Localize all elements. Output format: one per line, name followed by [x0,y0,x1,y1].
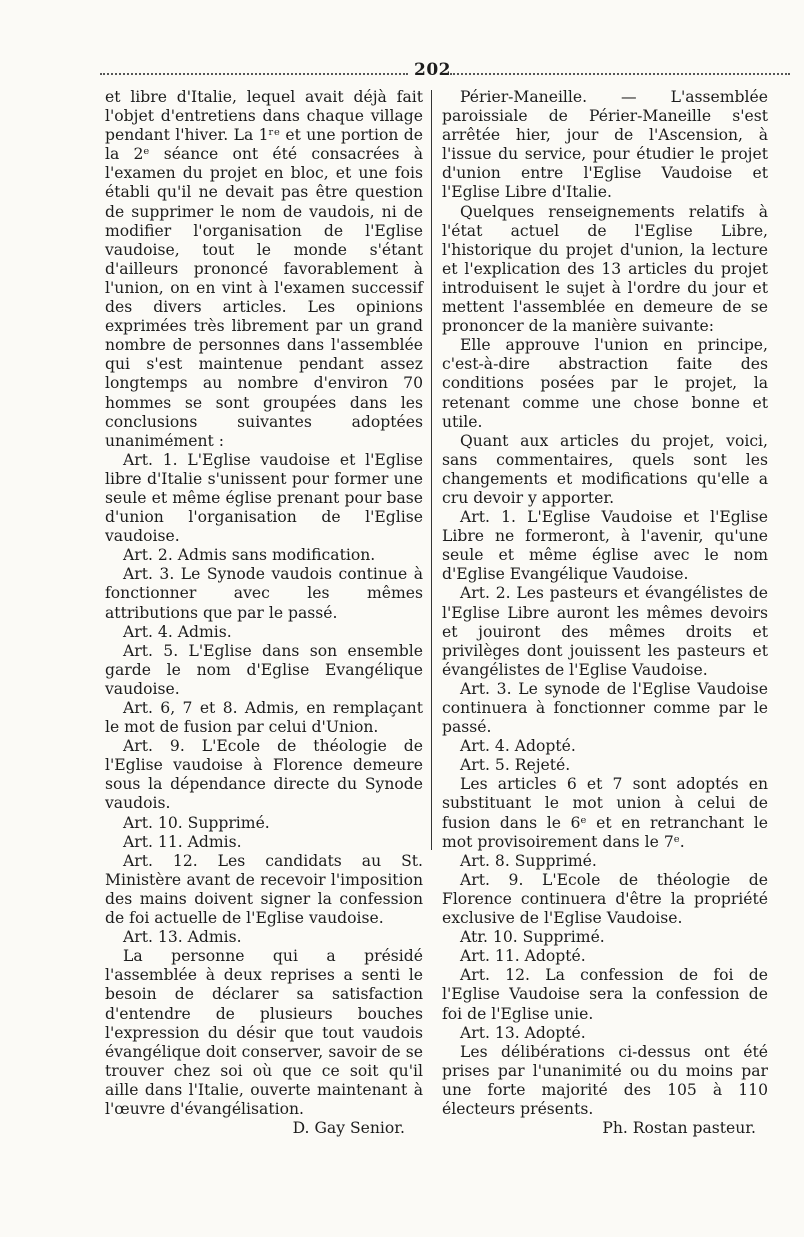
paragraph: Art. 9. L'Ecole de théologie de l'Eglise vaudoise à Florence demeure sous la dépendance directe du Synode vaudois. [105,737,423,813]
signature: Ph. Rostan pasteur. [602,1119,756,1138]
paragraph: Périer-Maneille. — L'assemblée paroissiale de Périer-Maneille s'est arrêtée hier, jour de l'Ascension, à l'issue du service, pour étudier le projet d'union entre l'Eglise Vaudoise et l'Eglise Libre d'Italie. [442,88,768,202]
paragraph: Art. 11. Adopté. [460,947,586,966]
paragraph: Art. 8. Supprimé. [460,851,597,870]
left-column [105,88,423,1138]
paragraph: Art. 13. Adopté. [460,1023,586,1042]
signature: D. Gay Senior. [292,1119,405,1138]
paragraph: Art. 3. Le Synode vaudois continue à fonctionner avec les mêmes attributions que par le passé. [105,565,423,622]
paragraph: Art. 6, 7 et 8. Admis, en remplaçant le mot de fusion par celui d'Union. [105,699,423,737]
paragraph: Les articles 6 et 7 sont adoptés en substituant le mot union à celui de fusion dans le 6ᵉ et en retranchant le mot provisoirement dans le 7ᵉ. [442,775,768,851]
paragraph: Art. 1. L'Eglise Vaudoise et l'Eglise Libre ne formeront, à l'avenir, qu'une seule et même église avec le nom d'Eglise Evangélique Vaudoise. [442,508,768,584]
column-divider [431,90,432,850]
paragraph: Les délibérations ci-dessus ont été prises par l'unanimité ou du moins par une forte majorité des 105 à 110 électeurs présents. [442,1042,768,1118]
paragraph: et libre d'Italie, lequel avait déjà fait l'objet d'entretiens dans chaque village pendant l'hiver. La 1ʳᵉ et une portion de la 2ᵉ séance ont été consacrées à l'examen du projet en bloc, et une fois établi qu'il ne devait pas être question de supprimer le nom de vaudois, ni de modifier l'organisation de l'Eglise vaudoise, tout le monde s'étant d'ailleurs prononcé favorablement à l'union, on en vint à l'examen successif des divers articles. Les opinions exprimées très librement par un grand nombre de personnes dans l'assemblée qui s'est maintenue pendant assez longtemps au nombre d'environ 70 hommes se sont groupées dans les conclusions suivantes adoptées unanimément : [105,88,423,450]
paragraph: Art. 2. Admis sans modification. [123,546,376,565]
paragraph: Art. 12. Les candidats au St. Ministère avant de recevoir l'imposition des mains doivent signer la confession de foi actuelle de l'Eglise vaudoise. [105,851,423,928]
header-rule-right [450,73,790,75]
header-rule-left [100,73,408,75]
paragraph: Art. 4. Admis. [123,622,232,641]
paragraph: Art. 1. L'Eglise vaudoise et l'Eglise libre d'Italie s'unissent pour former une seule et même église prenant pour base d'union l'organisation de l'Eglise vaudoise. [105,450,423,546]
paragraph: Art. 12. La confession de foi de l'Eglise Vaudoise sera la confession de foi de l'Eglise unie. [442,966,768,1023]
paragraph: Art. 9. L'Ecole de théologie de Florence continuera d'être la propriété exclusive de l'Eglise Vaudoise. [442,870,768,928]
paragraph: Art. 2. Les pasteurs et évangélistes de l'Eglise Libre auront les mêmes devoirs et jouiront des mêmes droits et privilèges dont jouissent les pasteurs et évangélistes de l'Eglise Vaudoise. [442,584,768,679]
paragraph: Art. 13. Admis. [123,928,242,947]
paragraph: Atr. 10. Supprimé. [460,928,605,947]
paragraph: Art. 11. Admis. [123,832,242,851]
paragraph: Elle approuve l'union en principe, c'est-à-dire abstraction faite des conditions posées par le projet, la retenant comme une chose bonne et utile. [442,336,768,431]
paragraph: Quant aux articles du projet, voici, sans commentaires, quels sont les changements et modifications qu'elle a cru devoir y apporter. [442,431,768,507]
page-header [100,60,790,82]
paragraph: La personne qui a présidé l'assemblée à deux reprises a senti le besoin de déclarer sa satisfaction d'entendre de plusieurs bouches l'expression du désir que tout vaudois évangélique doit conserver, savoir de se trouver chez soi où que ce soit qu'il aille dans l'Italie, ouverte maintenant à l'œuvre d'évangélisation. [105,947,423,1118]
paragraph: Art. 3. Le synode de l'Eglise Vaudoise continuera à fonctionner comme par le passé. [442,679,768,737]
paragraph: Quelques renseignements relatifs à l'état actuel de l'Eglise Libre, l'historique du projet d'union, la lecture et l'explication des 13 articles du projet introduisent le sujet à l'ordre du jour et mettent l'assemblée en demeure de se prononcer de la manière suivante: [442,202,768,336]
right-column [442,88,768,1138]
page-number: 202 [414,60,451,80]
paragraph: Art. 5. Rejeté. [460,756,571,775]
paragraph: Art. 5. L'Eglise dans son ensemble garde le nom d'Eglise Evangélique vaudoise. [105,641,423,698]
paragraph: Art. 4. Adopté. [460,737,576,756]
paragraph: Art. 10. Supprimé. [123,813,270,832]
